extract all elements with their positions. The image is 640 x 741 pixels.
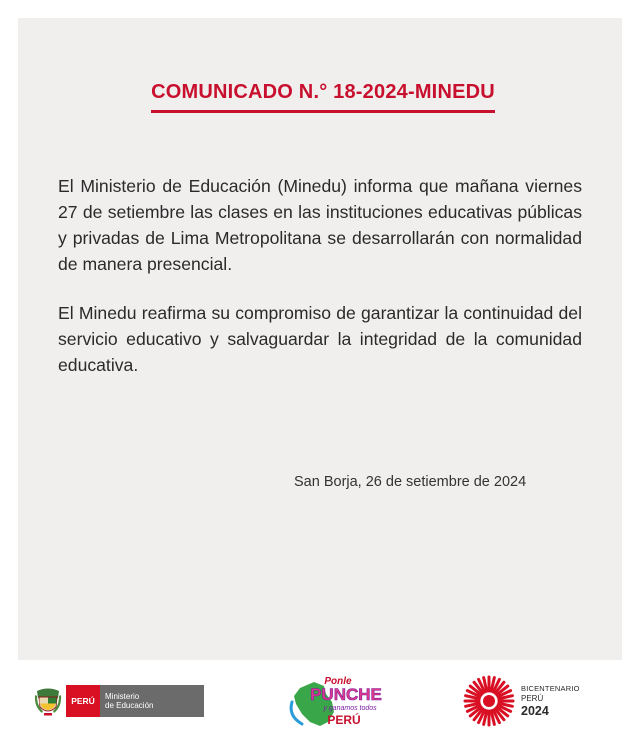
ministry-label xyxy=(100,685,204,717)
ministry-line-1: Ministerio xyxy=(105,692,140,701)
footer-logos xyxy=(0,660,640,741)
bicentenario-line-2: PERÚ xyxy=(521,694,544,703)
bicentenario-sun-icon xyxy=(462,674,516,728)
title-block xyxy=(128,80,518,113)
bicentenario-logo xyxy=(462,673,592,729)
bicentenario-text xyxy=(521,684,580,718)
bicentenario-line-3: 2024 xyxy=(521,704,549,718)
place-date: San Borja, 26 de setiembre de 2024 xyxy=(294,474,527,490)
ganamos-text: y ganamos todos xyxy=(323,705,377,712)
peru-label: PERÚ xyxy=(66,685,100,717)
page-title: COMUNICADO N.° 18-2024-MINEDU xyxy=(151,80,495,113)
paragraph-commitment: El Minedu reafirma su compromiso de garantizar la continuidad del servicio educativo y salvaguardar la integridad de la comunidad educativa. xyxy=(58,303,582,375)
punche-text: PUNCHE xyxy=(310,685,382,704)
paragraph-announcement: El Ministerio de Educación (Minedu) informa que mañana viernes 27 de setiembre las clases en las instituciones educativas públicas y privadas de Lima Metropolitana se desarrollarán con normalidad de manera presencial. xyxy=(58,176,582,274)
bicentenario-line-1: BICENTENARIO xyxy=(521,684,580,693)
ministry-line-2: de Educación xyxy=(105,701,154,710)
ponle-punche-peru-logo xyxy=(286,672,390,730)
communique-sheet xyxy=(18,18,622,660)
coat-of-arms-icon xyxy=(34,685,62,717)
minedu-logo xyxy=(34,685,204,717)
ponle-text: Ponle xyxy=(324,676,352,687)
peru-text: PERÚ xyxy=(327,713,361,727)
